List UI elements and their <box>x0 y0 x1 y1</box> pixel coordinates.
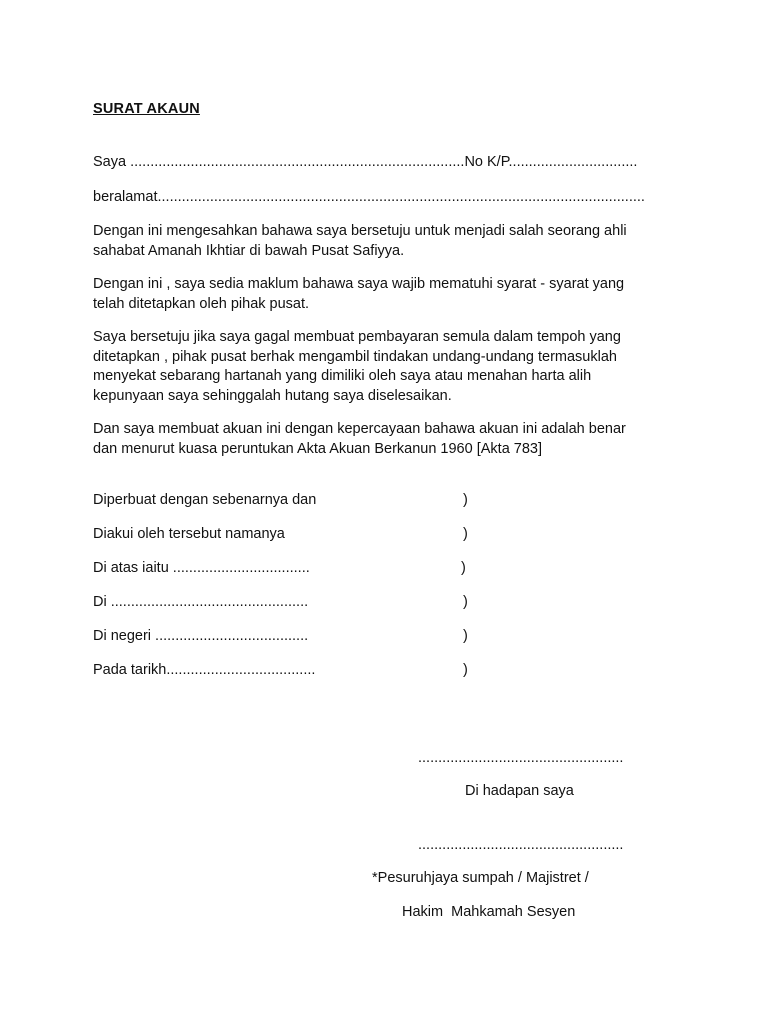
paragraph-line: Dengan ini , saya sedia maklum bahawa saya wajib mematuhi syarat - syarat yang <box>93 276 625 292</box>
address-line: beralamat......................................................................................................................... <box>93 189 645 205</box>
witness-signature-line: ................................................... <box>418 837 624 853</box>
paragraph-line: sahabat Amanah Ikhtiar di bawah Pusat Safiyya. <box>93 242 405 259</box>
paragraph-line: Dan saya membuat akuan ini dengan kepercayaan bahawa akuan ini adalah benar <box>93 421 626 437</box>
paragraph-consent <box>93 222 683 261</box>
paragraph-line: Saya bersetuju jika saya gagal membuat pembayaran semula dalam tempoh yang <box>93 329 621 345</box>
name-ic-line: Saya ...................................................................................No K/P................................ <box>93 154 638 170</box>
declaration-row-label: Di atas iaitu .................................. <box>93 560 310 576</box>
paragraph-line: dan menurut kuasa peruntukan Akta Akuan Berkanun 1960 [Akta 783] <box>93 440 543 457</box>
paragraph-line: menyekat sebarang hartanah yang dimiliki oleh saya atau menahan harta alih <box>93 368 592 384</box>
declaration-row-label: Di ................................................. <box>93 594 309 610</box>
commissioner-title: *Pesuruhjaya sumpah / Majistret / <box>372 870 589 886</box>
declaration-row-paren: ) <box>463 594 468 610</box>
declaration-row-paren: ) <box>463 628 468 644</box>
declaration-row-label: Diperbuat dengan sebenarnya dan <box>93 492 317 508</box>
paragraph-line: ditetapkan , pihak pusat berhak mengambil tindakan undang-undang termasuklah <box>93 348 617 365</box>
declaration-row-paren: ) <box>463 526 468 542</box>
declaration-row-paren: ) <box>463 492 468 508</box>
declaration-row-label: Pada tarikh..................................... <box>93 662 316 678</box>
paragraph-terms <box>93 275 683 314</box>
declaration-row-paren: ) <box>463 662 468 678</box>
document-title: SURAT AKAUN <box>93 101 200 117</box>
paragraph-statutory-declaration <box>93 420 683 459</box>
declaration-row-label: Diakui oleh tersebut namanya <box>93 526 285 542</box>
declarant-signature-line: ................................................... <box>418 750 624 766</box>
paragraph-line: Dengan ini mengesahkan bahawa saya bersetuju untuk menjadi salah seorang ahli <box>93 223 627 239</box>
declaration-row-paren: ) <box>461 560 466 576</box>
paragraph-default-clause <box>93 328 683 406</box>
judge-title: Hakim Mahkamah Sesyen <box>402 904 576 920</box>
paragraph-line: telah ditetapkan oleh pihak pusat. <box>93 295 310 312</box>
paragraph-line: kepunyaan saya sehinggalah hutang saya diselesaikan. <box>93 387 452 404</box>
before-me-label: Di hadapan saya <box>465 783 574 799</box>
declaration-row-label: Di negeri ...................................... <box>93 628 309 644</box>
